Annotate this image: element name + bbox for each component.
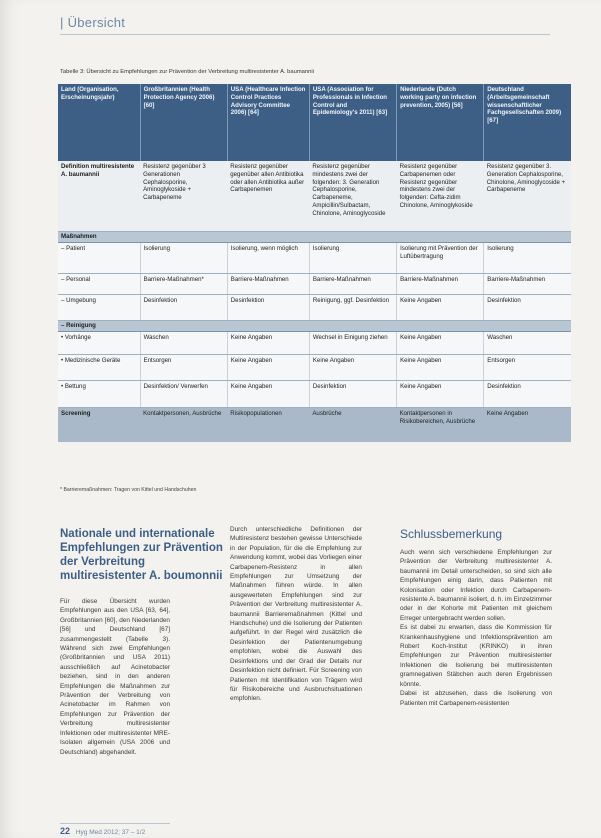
table-cell: Isolierung, wenn möglich [227, 243, 309, 274]
table-cell: Keine Angaben [397, 381, 484, 408]
table-cell: Keine Angaben [309, 355, 396, 381]
table-cell: Desinfektion [227, 295, 309, 321]
table-cell: Resistenz gegenüber 3. Generation Cephalosporine, Chinolone, Aminoglycoside + Carbapeneme [484, 161, 571, 232]
row-label: – Patient [58, 243, 140, 274]
table-header-row [58, 84, 571, 161]
page-footer [60, 826, 145, 836]
section-row-reinigung [58, 321, 571, 332]
table-cell: Entsorgen [484, 355, 571, 381]
table-row [58, 295, 571, 321]
table-cell: Kontaktpersonen in Risikobereichen, Ausbrüche [397, 408, 484, 443]
article-column-1: Für diese Übersicht wurden Empfehlungen aus den USA [63, 64], Großbritannien [60], den Niederlanden [56] und Deutschland [67] zusammengestellt (Tabelle 3). Während sich zwei Empfehlungen (Großbritannien und USA 2011) ausschließlich auf Acinetobacter beziehen, sind in den anderen Empfehlungen die Maßnahmen zur Prävention der Verbreitung von Acinetobacter im Rahmen von Empfehlungen zur Prävention der Verbreitung multiresistenter Infektionen oder multiresistenter MRE-Isolaten allgemein (USA 2006 und Deutschland) abgehandelt. [60, 598, 170, 756]
table-cell: Keine Angaben [484, 408, 571, 443]
article-heading-left: Nationale und internationale Empfehlungen zur Prävention der Verbreitung multiresistenter A. boumonnii [60, 528, 223, 582]
table-cell: Keine Angaben [397, 332, 484, 355]
table-cell: Barriere-Maßnahmen [309, 274, 396, 295]
table-cell: Keine Angaben [397, 295, 484, 321]
table-cell: Wechsel in Einigung ziehen [309, 332, 396, 355]
table-cell: Resistenz gegenüber 3 Generationen Cephalosporine, Aminoglykoside + Carbapeneme [140, 161, 227, 232]
table-cell: Desinfektion/ Verwerfen [140, 381, 227, 408]
table-row [58, 274, 571, 295]
screening-row [58, 408, 571, 443]
row-label: Definition multiresistente A. baumannii [58, 161, 140, 232]
table-cell: Desinfektion [484, 381, 571, 408]
table-header-cell: USA (Healthcare Infection Control Practices Advisory Committee 2006) [64] [227, 84, 309, 161]
row-label: • Vorhänge [58, 332, 140, 355]
table-header-cell: Großbritannien (Health Protection Agency 2006) [60] [140, 84, 227, 161]
table-cell: Waschen [484, 332, 571, 355]
table-cell: Barriere-Maßnahmen [227, 274, 309, 295]
table-cell: Isolierung mit Prävention der Luftübertragung [397, 243, 484, 274]
article-heading-right: Schlussbemerkung [400, 527, 503, 541]
table-row [58, 355, 571, 381]
paragraph: Es ist dabei zu erwarten, dass die Kommission für Krankenhaushygiene und Infektionsprävention am Robert Koch-Institut (KRINKO) in ihren Empfehlungen zur Prävention multiresistenter Infektionen die Isolierung bei multiresistenten gramnegativen Stäbchen auch deren Ergebnissen könnte. [400, 624, 552, 688]
section-row-massnahmen [58, 232, 571, 243]
section-label: – Reinigung [58, 321, 571, 332]
table-header-cell: Niederlande (Dutch working party on infection prevention, 2005) [56] [397, 84, 484, 161]
table-header-cell: Deutschland (Arbeitsgemeinschaft wissenschaftlicher Fachgesellschaften 2009) [67] [484, 84, 571, 161]
table-cell: Entsorgen [140, 355, 227, 381]
table-cell: Barriere-Maßnahmen [397, 274, 484, 295]
table-cell: Resistenz gegenüber mindestens zwei der folgenden: 3. Generation Cephalosporine, Carbapeneme, Ampicillin/Sulbactam, Chinolone, Aminoglycoside [309, 161, 396, 232]
article-column-3 [400, 548, 552, 708]
table-cell: Desinfektion [309, 381, 396, 408]
section-label: Maßnahmen [58, 232, 571, 243]
table-cell: Isolierung [140, 243, 227, 274]
table-cell: Resistenz gegenüber gegenüber allen Antibiotika oder allen Antibiotika außer Carbapenemen [227, 161, 309, 232]
table-cell: Kontaktpersonen, Ausbrüche [140, 408, 227, 443]
header-rule [60, 34, 550, 35]
article-column-2: Durch unterschiedliche Definitionen der Multiresistenz bestehen gewisse Unterschiede in der Population, für die die Empfehlung zur Anwendung kommt, wobei das Vorliegen einer Carbapenem-Resistenz in allen Empfehlungen zur Umsetzung der Maßnahmen führen würde. In allen ausgewerteten Empfehlungen sind zur Prävention der Verbreitung multiresistenter A. baumannii Barrieremaßnahmen (Kittel und Handschuhe) und die Isolierung der Patienten aufgeführt. In der Regel wird zusätzlich die Desinfektion der Patientenumgebung empfohlen, wobei die Auswahl des Desinfektions und der Grad der Details nur Desinfektion nicht definiert. Für Screening von Patienten mit Identifikation von Trägern wird für Risikobereiche und Ausbruchsituationen empfohlen. [230, 526, 362, 703]
table-cell: Ausbrüche [309, 408, 396, 443]
row-label: • Medizinische Geräte [58, 355, 140, 381]
table-cell: Isolierung [484, 243, 571, 274]
page-number: 22 [60, 826, 71, 836]
table-cell: Resistenz gegenüber Carbapenemen oder Resistenz gegenüber mindestens zwei der folgenden: Cefta-zidim Chinolone, Aminoglykoside [397, 161, 484, 232]
table-cell: Reinigung, ggf. Desinfektion [309, 295, 396, 321]
row-label: Screening [58, 408, 140, 443]
table-header-cell: USA (Association for Professionals in Infection Control and Epidemiology's 2011) [63] [309, 84, 396, 161]
table-row [58, 243, 571, 274]
table-row [58, 381, 571, 408]
recommendations-table [58, 84, 571, 442]
table-row [58, 332, 571, 355]
definition-row [58, 161, 571, 232]
journal-reference: Hyg Med 2012; 37 – 1/2 [75, 829, 146, 836]
table-cell: Keine Angaben [397, 355, 484, 381]
table-cell: Risikopopulationen [227, 408, 309, 443]
table-header-cell: Land (Organisation, Erscheinungsjahr) [58, 84, 140, 161]
table-cell: Isolierung [309, 243, 396, 274]
table-cell: Barriere-Maßnahmen [484, 274, 571, 295]
table-cell: Keine Angaben [227, 355, 309, 381]
paragraph: Dabei ist abzusehen, dass die Isolierung von Patienten mit Carbapenem-resistenten [400, 690, 552, 707]
row-label: • Bettung [58, 381, 140, 408]
table-footnote: * Barrieremaßnahmen: Tragen von Kittel und Handschuhen [60, 487, 197, 493]
footer-rule [60, 823, 170, 824]
paragraph: Auch wenn sich verschiedene Empfehlungen zur Prävention der Verbreitung multiresistenter A. baumannii im Detail unterscheiden, so sind sich alle Empfehlungen einig darin, dass Patienten mit Kolonisation oder Infektion durch Carbapenem-resistente A. baumannii isoliert, d. h. im Einzelzimmer oder in der Kohorte mit Patienten mit gleichem Erreger untergebracht werden sollen. [400, 549, 552, 622]
section-title: | Übersicht [60, 15, 126, 30]
row-label: – Personal [58, 274, 140, 295]
table-caption: Tabelle 3: Übersicht zu Empfehlungen zur Prävention der Verbreitung multiresistenter A. baumannii [60, 69, 314, 75]
table-cell: Keine Angaben [227, 332, 309, 355]
row-label: – Umgebung [58, 295, 140, 321]
table-cell: Waschen [140, 332, 227, 355]
table-cell: Barriere-Maßnahmen* [140, 274, 227, 295]
table-cell: Desinfektion [484, 295, 571, 321]
table-cell: Keine Angaben [227, 381, 309, 408]
table-cell: Desinfektion [140, 295, 227, 321]
